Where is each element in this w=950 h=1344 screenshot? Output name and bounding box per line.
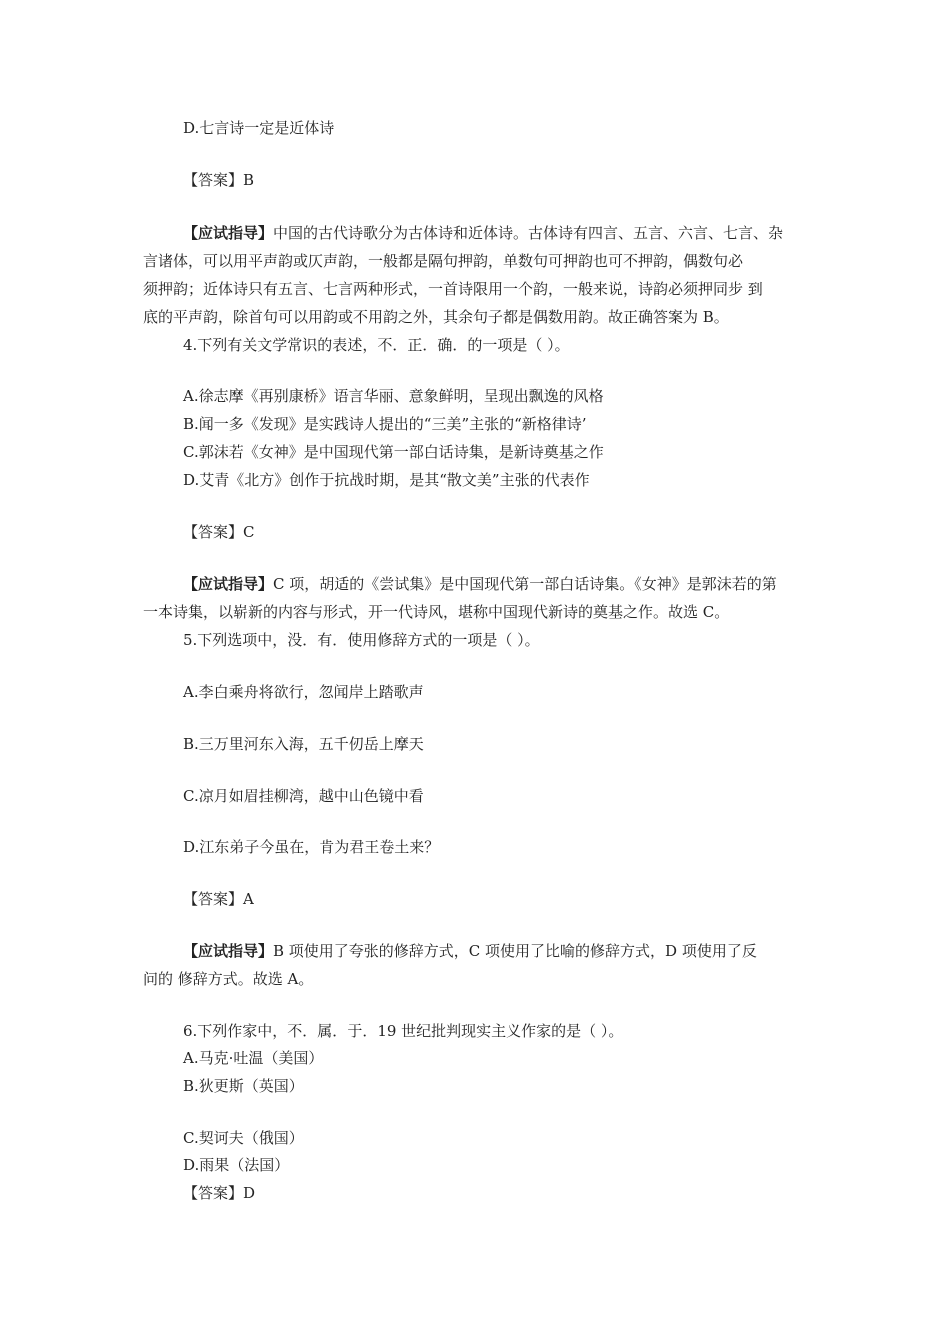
q5-option-a: A.李白乘舟将欲行，忽闻岸上踏歌声	[183, 683, 424, 701]
q3-option-d: D.七言诗一定是近体诗	[183, 119, 335, 137]
q3-guide-line-4: 底的平声韵，除首句可以用韵或不用韵之外，其余句子都是偶数用韵。故正确答案为 B。	[143, 308, 729, 326]
q5-guide-text-1: B 项使用了夸张的修辞方式，C 项使用了比喻的修辞方式，D 项使用了反	[273, 942, 757, 960]
q6-option-c: C.契诃夫（俄国）	[183, 1129, 304, 1147]
q6-question: 6.下列作家中，不．属．于．19 世纪批判现实主义作家的是（ ）。	[183, 1022, 624, 1040]
q5-guide-line-1	[183, 941, 757, 961]
q4-guide-text-1: C 项，胡适的《尝试集》是中国现代第一部白话诗集。《女神》是郭沫若的第	[273, 575, 777, 593]
q4-question: 4.下列有关文学常识的表述，不．正．确．的一项是（ ）。	[183, 336, 570, 354]
q3-guide-line-1	[183, 223, 783, 243]
q3-guide-text-1: 中国的古代诗歌分为古体诗和近体诗。古体诗有四言、五言、六言、七言、杂	[273, 224, 784, 242]
q6-option-b: B.狄更斯（英国）	[183, 1077, 304, 1095]
q5-option-c: C.凉月如眉挂柳湾，越中山色镜中看	[183, 787, 424, 805]
q5-guide-heading: 【应试指导】	[183, 942, 274, 960]
q4-option-c: C.郭沫若《女神》是中国现代第一部白话诗集，是新诗奠基之作	[183, 443, 604, 461]
q4-option-a: A.徐志摩《再别康桥》语言华丽、意象鲜明，呈现出飘逸的风格	[183, 387, 604, 405]
q6-option-a: A.马克·吐温（美国）	[183, 1049, 324, 1067]
q3-guide-line-3: 须押韵；近体诗只有五言、七言两种形式，一首诗限用一个韵，一般来说，诗韵必须押同步 到	[143, 280, 763, 298]
q4-option-d: D.艾青《北方》创作于抗战时期，是其“散文美”主张的代表作	[183, 471, 590, 489]
q6-answer: 【答案】D	[183, 1184, 256, 1202]
q4-option-b: B.闻一多《发现》是实践诗人提出的“三美”主张的“新格律诗’	[183, 415, 587, 433]
q4-guide-line-1	[183, 574, 777, 594]
q5-guide-line-2: 问的 修辞方式。故选 A。	[143, 970, 314, 988]
q5-question: 5.下列选项中，没．有．使用修辞方式的一项是（ ）。	[183, 631, 540, 649]
q6-option-d: D.雨果（法国）	[183, 1156, 290, 1174]
q4-guide-heading: 【应试指导】	[183, 575, 274, 593]
q5-option-d: D.江东弟子今虽在，肯为君王卷土来？	[183, 838, 440, 856]
q4-guide-line-2: 一本诗集，以崭新的内容与形式，开一代诗风，堪称中国现代新诗的奠基之作。故选 C。	[143, 603, 730, 621]
q5-option-b: B.三万里河东入海，五千仞岳上摩天	[183, 735, 424, 753]
q5-answer: 【答案】A	[183, 890, 254, 908]
q3-guide-line-2: 言诸体，可以用平声韵或仄声韵，一般都是隔句押韵，单数句可押韵也可不押韵，偶数句必	[143, 252, 744, 270]
q4-answer: 【答案】C	[183, 523, 255, 541]
q3-guide-heading: 【应试指导】	[183, 224, 274, 242]
q3-answer: 【答案】B	[183, 171, 255, 189]
